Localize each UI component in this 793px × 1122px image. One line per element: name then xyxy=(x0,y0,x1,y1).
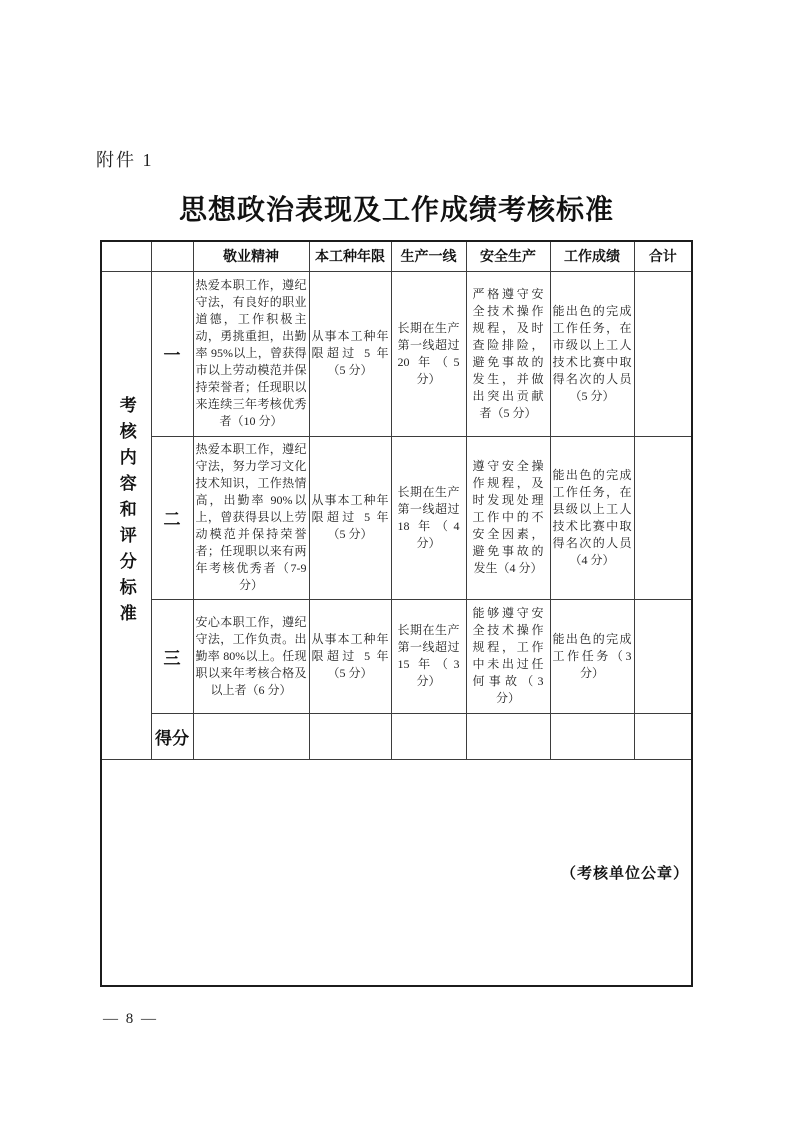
row-label-three: 三 xyxy=(151,599,193,713)
table-row-grade-two xyxy=(101,436,692,599)
stamp-cell xyxy=(101,759,692,986)
table-row-score xyxy=(101,713,692,759)
table-row-grade-three xyxy=(101,599,692,713)
cell-three-frontline: 长期在生产第一线超过 15 年（3 分） xyxy=(391,599,466,713)
corner-cell-right xyxy=(151,241,193,271)
row-label-one: 一 xyxy=(151,271,193,436)
table-row-grade-one xyxy=(101,271,692,436)
cell-two-performance: 能出色的完成工作任务，在县级以上工人技术比赛中取得名次的人员（4 分） xyxy=(550,436,634,599)
cell-two-total xyxy=(634,436,692,599)
side-label-cell xyxy=(101,271,151,759)
cell-score-safety xyxy=(466,713,550,759)
cell-score-seniority xyxy=(309,713,391,759)
cell-two-dedication: 热爱本职工作，遵纪守法，努力学习文化技术知识，工作热情高，出勤率 90%以上，曾获得县以上劳动模范并保持荣誉者；任现职以来有两年考核优秀者（7-9 分） xyxy=(193,436,309,599)
cell-one-seniority: 从事本工种年限超过 5 年（5 分） xyxy=(309,271,391,436)
column-header-frontline: 生产一线 xyxy=(391,241,466,271)
column-header-dedication: 敬业精神 xyxy=(193,241,309,271)
attachment-label: 附件 1 xyxy=(96,150,154,170)
page-title: 思想政治表现及工作成绩考核标准 xyxy=(178,195,614,226)
cell-three-total xyxy=(634,599,692,713)
cell-one-dedication: 热爱本职工作，遵纪守法，有良好的职业道德，工作积极主动，勇挑重担，出勤率 95%以上，曾获得市以上劳动模范并保持荣誉者；任现职以来连续三年考核优秀者（10 分） xyxy=(193,271,309,436)
cell-one-performance: 能出色的完成工作任务，在市级以上工人技术比赛中取得名次的人员（5 分） xyxy=(550,271,634,436)
column-header-total: 合计 xyxy=(634,241,692,271)
corner-cell-left xyxy=(101,241,151,271)
header-row xyxy=(101,241,692,271)
stamp-note: （考核单位公章） xyxy=(560,865,689,882)
cell-one-total xyxy=(634,271,692,436)
row-label-two: 二 xyxy=(151,436,193,599)
column-header-safety: 安全生产 xyxy=(466,241,550,271)
cell-one-frontline: 长期在生产第一线超过 20 年（5 分） xyxy=(391,271,466,436)
cell-score-performance xyxy=(550,713,634,759)
cell-score-dedication xyxy=(193,713,309,759)
cell-score-frontline xyxy=(391,713,466,759)
row-label-score: 得分 xyxy=(151,713,193,759)
stamp-row xyxy=(101,759,692,986)
cell-one-safety: 严格遵守安全技术操作规程，及时查险排险，避免事故的发生，并做出突出贡献者（5 分） xyxy=(466,271,550,436)
cell-score-total xyxy=(634,713,692,759)
side-label-vertical-text: 考核内容和评分标准 xyxy=(116,395,136,630)
cell-three-dedication: 安心本职工作，遵纪守法，工作负责。出勤率 80%以上。任现职以来年考核合格及以上者（6 分） xyxy=(193,599,309,713)
column-header-seniority: 本工种年限 xyxy=(309,241,391,271)
cell-three-safety: 能够遵守安全技术操作规程，工作中未出过任何事故（3 分） xyxy=(466,599,550,713)
cell-two-safety: 遵守安全操作规程，及时发现处理工作中的不安全因素，避免事故的发生（4 分） xyxy=(466,436,550,599)
cell-three-performance: 能出色的完成工作任务（3 分） xyxy=(550,599,634,713)
assessment-table xyxy=(100,240,693,987)
cell-two-frontline: 长期在生产第一线超过 18 年（4 分） xyxy=(391,436,466,599)
cell-three-seniority: 从事本工种年限超过 5 年（5 分） xyxy=(309,599,391,713)
column-header-performance: 工作成绩 xyxy=(550,241,634,271)
page-number: — 8 — xyxy=(103,1011,158,1027)
cell-two-seniority: 从事本工种年限超过 5 年（5 分） xyxy=(309,436,391,599)
